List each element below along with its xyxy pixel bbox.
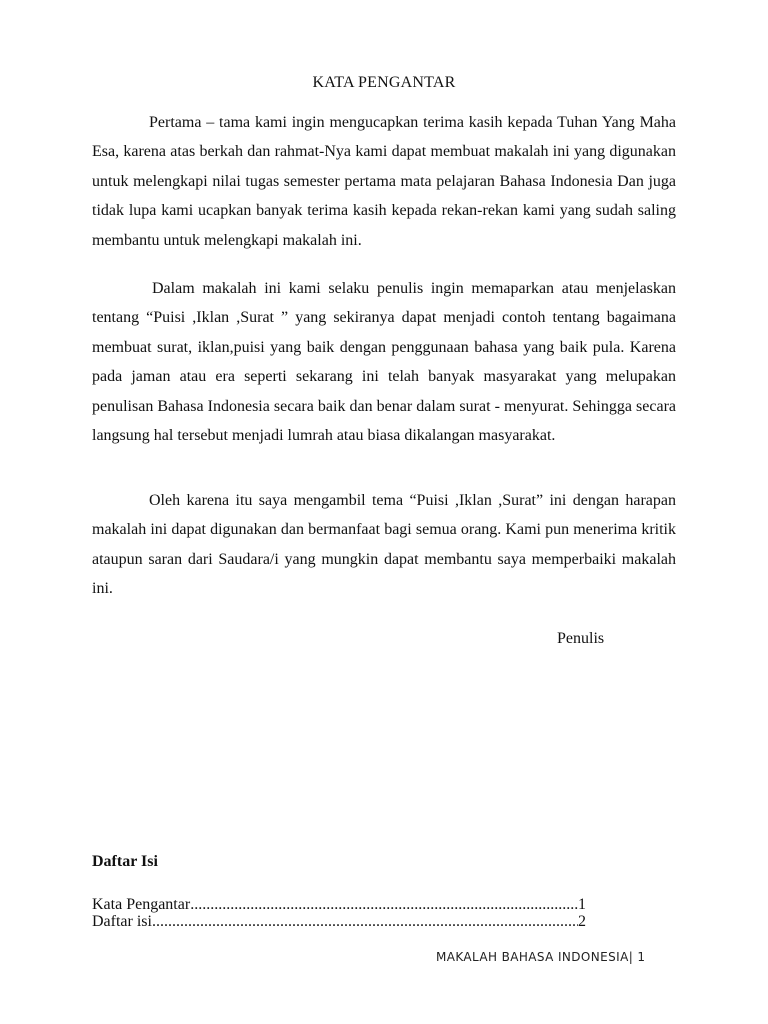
toc-leader-dots [152,913,578,931]
toc-entry-label: Daftar isi [92,913,152,930]
paragraph-1: Pertama – tama kami ingin mengucapkan terima kasih kepada Tuhan Yang Maha Esa, karena atas berkah dan rahmat-Nya kami dapat membuat makalah ini yang digunakan untuk melengkapi nilai tugas semester pertama mata pelajaran Bahasa Indonesia Dan juga tidak lupa kami ucapkan banyak terima kasih kepada rekan-rekan kami yang sudah saling membantu untuk melengkapi makalah ini. [92,114,676,249]
paragraph-2: Dalam makalah ini kami selaku penulis ingin memaparkan atau menjelaskan tentang “Puisi ,Iklan ,Surat ” yang sekiranya dapat menjadi contoh tentang bagaimana membuat surat, iklan,puisi yang baik dengan penggunaan bahasa yang baik pula. Karena pada jaman atau era seperti sekarang ini telah banyak masyarakat yang melupakan penulisan Bahasa Indonesia secara baik dan benar dalam surat - menyurat. Sehingga secara langsung hal tersebut menjadi lumrah atau biasa dikalangan masyarakat. [92,280,676,445]
toc-entry [92,913,586,931]
toc-leader-dots [190,896,578,914]
toc-heading: Daftar Isi [92,853,158,870]
page-title: KATA PENGANTAR [312,74,456,91]
toc-entry-page: 1 [578,896,586,913]
toc-entry [92,896,586,914]
paragraph-3: Oleh karena itu saya mengambil tema “Puisi ,Iklan ,Surat” ini dengan harapan makalah ini dapat digunakan dan bermanfaat bagi semua orang. Kami pun menerima kritik ataupun saran dari Saudara/i yang mungkin dapat membantu saya memperbaiki makalah ini. [92,492,676,598]
page-footer: MAKALAH BAHASA INDONESIA| 1 [436,950,646,964]
signature: Penulis [557,630,605,647]
toc-entry-label: Kata Pengantar [92,896,191,913]
toc-entry-page: 2 [578,913,586,930]
